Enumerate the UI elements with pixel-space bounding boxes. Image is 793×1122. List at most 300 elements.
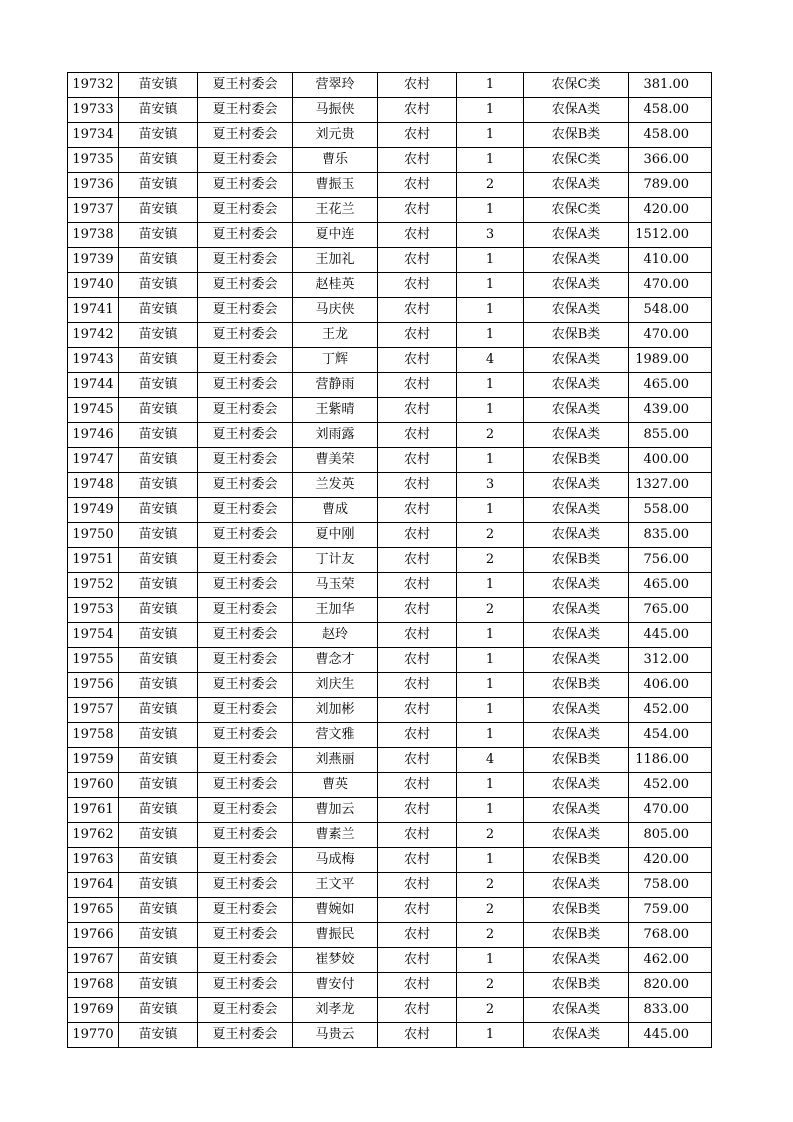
amount-cell: 454.00 — [629, 723, 712, 748]
village-cell: 夏王村委会 — [198, 998, 293, 1023]
table-row — [68, 748, 712, 773]
category-cell: 农保B类 — [524, 673, 629, 698]
category-cell: 农保A类 — [524, 348, 629, 373]
table-row — [68, 348, 712, 373]
category-cell: 农保A类 — [524, 648, 629, 673]
area-type-cell: 农村 — [378, 248, 457, 273]
table-row — [68, 898, 712, 923]
id-cell: 19769 — [68, 998, 119, 1023]
village-cell: 夏王村委会 — [198, 348, 293, 373]
count-cell: 2 — [457, 923, 524, 948]
village-cell: 夏王村委会 — [198, 98, 293, 123]
category-cell: 农保A类 — [524, 623, 629, 648]
id-cell: 19752 — [68, 573, 119, 598]
amount-cell: 400.00 — [629, 448, 712, 473]
village-cell: 夏王村委会 — [198, 973, 293, 998]
town-cell: 苗安镇 — [119, 473, 198, 498]
table-row — [68, 323, 712, 348]
category-cell: 农保A类 — [524, 948, 629, 973]
town-cell: 苗安镇 — [119, 923, 198, 948]
id-cell: 19749 — [68, 498, 119, 523]
name-cell: 曹安付 — [293, 973, 378, 998]
count-cell: 1 — [457, 373, 524, 398]
count-cell: 1 — [457, 198, 524, 223]
village-cell: 夏王村委会 — [198, 123, 293, 148]
name-cell: 马成梅 — [293, 848, 378, 873]
table-row — [68, 423, 712, 448]
table-row — [68, 598, 712, 623]
amount-cell: 470.00 — [629, 323, 712, 348]
area-type-cell: 农村 — [378, 1023, 457, 1048]
town-cell: 苗安镇 — [119, 973, 198, 998]
category-cell: 农保A类 — [524, 573, 629, 598]
id-cell: 19750 — [68, 523, 119, 548]
table-row — [68, 673, 712, 698]
amount-cell: 312.00 — [629, 648, 712, 673]
count-cell: 1 — [457, 298, 524, 323]
category-cell: 农保A类 — [524, 598, 629, 623]
amount-cell: 452.00 — [629, 698, 712, 723]
town-cell: 苗安镇 — [119, 598, 198, 623]
town-cell: 苗安镇 — [119, 548, 198, 573]
category-cell: 农保C类 — [524, 73, 629, 98]
amount-cell: 381.00 — [629, 73, 712, 98]
category-cell: 农保A类 — [524, 773, 629, 798]
village-cell: 夏王村委会 — [198, 173, 293, 198]
count-cell: 2 — [457, 598, 524, 623]
count-cell: 2 — [457, 998, 524, 1023]
area-type-cell: 农村 — [378, 823, 457, 848]
table-row — [68, 248, 712, 273]
town-cell: 苗安镇 — [119, 223, 198, 248]
category-cell: 农保A类 — [524, 273, 629, 298]
count-cell: 1 — [457, 73, 524, 98]
name-cell: 刘庆生 — [293, 673, 378, 698]
area-type-cell: 农村 — [378, 598, 457, 623]
amount-cell: 420.00 — [629, 198, 712, 223]
town-cell: 苗安镇 — [119, 423, 198, 448]
amount-cell: 410.00 — [629, 248, 712, 273]
count-cell: 4 — [457, 748, 524, 773]
village-cell: 夏王村委会 — [198, 748, 293, 773]
count-cell: 1 — [457, 798, 524, 823]
id-cell: 19744 — [68, 373, 119, 398]
count-cell: 1 — [457, 698, 524, 723]
town-cell: 苗安镇 — [119, 248, 198, 273]
count-cell: 1 — [457, 723, 524, 748]
area-type-cell: 农村 — [378, 548, 457, 573]
id-cell: 19733 — [68, 98, 119, 123]
village-cell: 夏王村委会 — [198, 673, 293, 698]
name-cell: 马庆侠 — [293, 298, 378, 323]
table-row — [68, 398, 712, 423]
area-type-cell: 农村 — [378, 798, 457, 823]
amount-cell: 1327.00 — [629, 473, 712, 498]
name-cell: 曹念才 — [293, 648, 378, 673]
area-type-cell: 农村 — [378, 148, 457, 173]
name-cell: 曹加云 — [293, 798, 378, 823]
count-cell: 1 — [457, 948, 524, 973]
amount-cell: 445.00 — [629, 1023, 712, 1048]
table-row — [68, 548, 712, 573]
count-cell: 2 — [457, 423, 524, 448]
table-row — [68, 73, 712, 98]
count-cell: 1 — [457, 573, 524, 598]
village-cell: 夏王村委会 — [198, 873, 293, 898]
category-cell: 农保C类 — [524, 148, 629, 173]
count-cell: 4 — [457, 348, 524, 373]
count-cell: 2 — [457, 523, 524, 548]
name-cell: 赵桂英 — [293, 273, 378, 298]
count-cell: 1 — [457, 273, 524, 298]
table-row — [68, 873, 712, 898]
name-cell: 赵玲 — [293, 623, 378, 648]
town-cell: 苗安镇 — [119, 373, 198, 398]
village-cell: 夏王村委会 — [198, 548, 293, 573]
area-type-cell: 农村 — [378, 748, 457, 773]
town-cell: 苗安镇 — [119, 823, 198, 848]
id-cell: 19755 — [68, 648, 119, 673]
town-cell: 苗安镇 — [119, 323, 198, 348]
amount-cell: 458.00 — [629, 123, 712, 148]
area-type-cell: 农村 — [378, 473, 457, 498]
amount-cell: 768.00 — [629, 923, 712, 948]
town-cell: 苗安镇 — [119, 498, 198, 523]
name-cell: 刘雨露 — [293, 423, 378, 448]
name-cell: 王加华 — [293, 598, 378, 623]
village-cell: 夏王村委会 — [198, 248, 293, 273]
village-cell: 夏王村委会 — [198, 923, 293, 948]
area-type-cell: 农村 — [378, 923, 457, 948]
amount-cell: 756.00 — [629, 548, 712, 573]
category-cell: 农保A类 — [524, 498, 629, 523]
count-cell: 1 — [457, 1023, 524, 1048]
amount-cell: 833.00 — [629, 998, 712, 1023]
name-cell: 曹乐 — [293, 148, 378, 173]
village-cell: 夏王村委会 — [198, 648, 293, 673]
area-type-cell: 农村 — [378, 898, 457, 923]
name-cell: 曹成 — [293, 498, 378, 523]
count-cell: 2 — [457, 873, 524, 898]
count-cell: 1 — [457, 323, 524, 348]
village-cell: 夏王村委会 — [198, 323, 293, 348]
amount-cell: 835.00 — [629, 523, 712, 548]
village-cell: 夏王村委会 — [198, 73, 293, 98]
amount-cell: 406.00 — [629, 673, 712, 698]
name-cell: 营文雅 — [293, 723, 378, 748]
town-cell: 苗安镇 — [119, 398, 198, 423]
table-row — [68, 948, 712, 973]
name-cell: 曹振民 — [293, 923, 378, 948]
town-cell: 苗安镇 — [119, 148, 198, 173]
amount-cell: 366.00 — [629, 148, 712, 173]
id-cell: 19768 — [68, 973, 119, 998]
id-cell: 19745 — [68, 398, 119, 423]
amount-cell: 855.00 — [629, 423, 712, 448]
table-row — [68, 448, 712, 473]
name-cell: 刘元贵 — [293, 123, 378, 148]
area-type-cell: 农村 — [378, 273, 457, 298]
name-cell: 王花兰 — [293, 198, 378, 223]
id-cell: 19756 — [68, 673, 119, 698]
amount-cell: 465.00 — [629, 573, 712, 598]
area-type-cell: 农村 — [378, 998, 457, 1023]
count-cell: 1 — [457, 98, 524, 123]
area-type-cell: 农村 — [378, 873, 457, 898]
name-cell: 崔梦姣 — [293, 948, 378, 973]
table-row — [68, 523, 712, 548]
area-type-cell: 农村 — [378, 373, 457, 398]
area-type-cell: 农村 — [378, 398, 457, 423]
area-type-cell: 农村 — [378, 348, 457, 373]
name-cell: 王龙 — [293, 323, 378, 348]
village-cell: 夏王村委会 — [198, 423, 293, 448]
village-cell: 夏王村委会 — [198, 523, 293, 548]
village-cell: 夏王村委会 — [198, 473, 293, 498]
table-row — [68, 298, 712, 323]
category-cell: 农保B类 — [524, 848, 629, 873]
village-cell: 夏王村委会 — [198, 1023, 293, 1048]
amount-cell: 462.00 — [629, 948, 712, 973]
name-cell: 曹素兰 — [293, 823, 378, 848]
area-type-cell: 农村 — [378, 948, 457, 973]
category-cell: 农保A类 — [524, 98, 629, 123]
id-cell: 19763 — [68, 848, 119, 873]
town-cell: 苗安镇 — [119, 773, 198, 798]
area-type-cell: 农村 — [378, 848, 457, 873]
name-cell: 王紫晴 — [293, 398, 378, 423]
town-cell: 苗安镇 — [119, 798, 198, 823]
amount-cell: 758.00 — [629, 873, 712, 898]
name-cell: 曹振玉 — [293, 173, 378, 198]
village-cell: 夏王村委会 — [198, 598, 293, 623]
area-type-cell: 农村 — [378, 498, 457, 523]
id-cell: 19767 — [68, 948, 119, 973]
village-cell: 夏王村委会 — [198, 823, 293, 848]
town-cell: 苗安镇 — [119, 173, 198, 198]
category-cell: 农保A类 — [524, 473, 629, 498]
id-cell: 19765 — [68, 898, 119, 923]
table-row — [68, 198, 712, 223]
area-type-cell: 农村 — [378, 173, 457, 198]
village-cell: 夏王村委会 — [198, 273, 293, 298]
count-cell: 2 — [457, 173, 524, 198]
table-row — [68, 823, 712, 848]
table-row — [68, 373, 712, 398]
village-cell: 夏王村委会 — [198, 298, 293, 323]
count-cell: 1 — [457, 148, 524, 173]
id-cell: 19736 — [68, 173, 119, 198]
category-cell: 农保A类 — [524, 998, 629, 1023]
category-cell: 农保A类 — [524, 698, 629, 723]
category-cell: 农保A类 — [524, 1023, 629, 1048]
category-cell: 农保A类 — [524, 373, 629, 398]
count-cell: 1 — [457, 673, 524, 698]
category-cell: 农保B类 — [524, 548, 629, 573]
table-row — [68, 498, 712, 523]
town-cell: 苗安镇 — [119, 998, 198, 1023]
table-row — [68, 973, 712, 998]
name-cell: 王文平 — [293, 873, 378, 898]
village-cell: 夏王村委会 — [198, 723, 293, 748]
town-cell: 苗安镇 — [119, 648, 198, 673]
amount-cell: 470.00 — [629, 273, 712, 298]
amount-cell: 765.00 — [629, 598, 712, 623]
town-cell: 苗安镇 — [119, 98, 198, 123]
area-type-cell: 农村 — [378, 323, 457, 348]
count-cell: 2 — [457, 548, 524, 573]
count-cell: 3 — [457, 223, 524, 248]
id-cell: 19747 — [68, 448, 119, 473]
category-cell: 农保B类 — [524, 323, 629, 348]
name-cell: 丁计友 — [293, 548, 378, 573]
table-row — [68, 798, 712, 823]
count-cell: 1 — [457, 773, 524, 798]
category-cell: 农保B类 — [524, 123, 629, 148]
amount-cell: 420.00 — [629, 848, 712, 873]
id-cell: 19740 — [68, 273, 119, 298]
count-cell: 1 — [457, 848, 524, 873]
category-cell: 农保A类 — [524, 723, 629, 748]
category-cell: 农保B类 — [524, 973, 629, 998]
count-cell: 1 — [457, 623, 524, 648]
id-cell: 19762 — [68, 823, 119, 848]
town-cell: 苗安镇 — [119, 573, 198, 598]
village-cell: 夏王村委会 — [198, 373, 293, 398]
id-cell: 19770 — [68, 1023, 119, 1048]
count-cell: 2 — [457, 823, 524, 848]
area-type-cell: 农村 — [378, 423, 457, 448]
town-cell: 苗安镇 — [119, 123, 198, 148]
table-row — [68, 923, 712, 948]
name-cell: 马振侠 — [293, 98, 378, 123]
id-cell: 19751 — [68, 548, 119, 573]
area-type-cell: 农村 — [378, 98, 457, 123]
id-cell: 19759 — [68, 748, 119, 773]
count-cell: 2 — [457, 898, 524, 923]
amount-cell: 452.00 — [629, 773, 712, 798]
town-cell: 苗安镇 — [119, 1023, 198, 1048]
area-type-cell: 农村 — [378, 73, 457, 98]
area-type-cell: 农村 — [378, 448, 457, 473]
village-cell: 夏王村委会 — [198, 573, 293, 598]
amount-cell: 548.00 — [629, 298, 712, 323]
id-cell: 19734 — [68, 123, 119, 148]
name-cell: 营翠玲 — [293, 73, 378, 98]
category-cell: 农保A类 — [524, 248, 629, 273]
name-cell: 刘孝龙 — [293, 998, 378, 1023]
town-cell: 苗安镇 — [119, 898, 198, 923]
town-cell: 苗安镇 — [119, 848, 198, 873]
name-cell: 营静雨 — [293, 373, 378, 398]
name-cell: 马贵云 — [293, 1023, 378, 1048]
id-cell: 19754 — [68, 623, 119, 648]
village-cell: 夏王村委会 — [198, 448, 293, 473]
table-row — [68, 698, 712, 723]
category-cell: 农保A类 — [524, 223, 629, 248]
amount-cell: 1512.00 — [629, 223, 712, 248]
category-cell: 农保A类 — [524, 798, 629, 823]
name-cell: 曹婉如 — [293, 898, 378, 923]
town-cell: 苗安镇 — [119, 698, 198, 723]
village-cell: 夏王村委会 — [198, 623, 293, 648]
town-cell: 苗安镇 — [119, 748, 198, 773]
amount-cell: 465.00 — [629, 373, 712, 398]
area-type-cell: 农村 — [378, 123, 457, 148]
count-cell: 2 — [457, 973, 524, 998]
village-cell: 夏王村委会 — [198, 798, 293, 823]
id-cell: 19761 — [68, 798, 119, 823]
count-cell: 1 — [457, 648, 524, 673]
count-cell: 1 — [457, 248, 524, 273]
id-cell: 19732 — [68, 73, 119, 98]
category-cell: 农保A类 — [524, 523, 629, 548]
amount-cell: 759.00 — [629, 898, 712, 923]
category-cell: 农保B类 — [524, 923, 629, 948]
table-row — [68, 273, 712, 298]
count-cell: 1 — [457, 448, 524, 473]
table-row — [68, 98, 712, 123]
table-row — [68, 848, 712, 873]
category-cell: 农保A类 — [524, 423, 629, 448]
table-row — [68, 148, 712, 173]
id-cell: 19764 — [68, 873, 119, 898]
town-cell: 苗安镇 — [119, 948, 198, 973]
id-cell: 19748 — [68, 473, 119, 498]
village-cell: 夏王村委会 — [198, 498, 293, 523]
name-cell: 刘加彬 — [293, 698, 378, 723]
table-row — [68, 723, 712, 748]
village-cell: 夏王村委会 — [198, 698, 293, 723]
town-cell: 苗安镇 — [119, 73, 198, 98]
table-row — [68, 473, 712, 498]
area-type-cell: 农村 — [378, 973, 457, 998]
amount-cell: 439.00 — [629, 398, 712, 423]
category-cell: 农保A类 — [524, 398, 629, 423]
amount-cell: 558.00 — [629, 498, 712, 523]
category-cell: 农保B类 — [524, 898, 629, 923]
name-cell: 马玉荣 — [293, 573, 378, 598]
town-cell: 苗安镇 — [119, 723, 198, 748]
name-cell: 夏中连 — [293, 223, 378, 248]
area-type-cell: 农村 — [378, 773, 457, 798]
area-type-cell: 农村 — [378, 573, 457, 598]
area-type-cell: 农村 — [378, 623, 457, 648]
village-cell: 夏王村委会 — [198, 948, 293, 973]
area-type-cell: 农村 — [378, 648, 457, 673]
town-cell: 苗安镇 — [119, 673, 198, 698]
area-type-cell: 农村 — [378, 223, 457, 248]
village-cell: 夏王村委会 — [198, 898, 293, 923]
category-cell: 农保B类 — [524, 748, 629, 773]
village-cell: 夏王村委会 — [198, 848, 293, 873]
name-cell: 刘燕丽 — [293, 748, 378, 773]
village-cell: 夏王村委会 — [198, 398, 293, 423]
id-cell: 19757 — [68, 698, 119, 723]
amount-cell: 470.00 — [629, 798, 712, 823]
count-cell: 3 — [457, 473, 524, 498]
name-cell: 曹英 — [293, 773, 378, 798]
name-cell: 兰发英 — [293, 473, 378, 498]
village-cell: 夏王村委会 — [198, 148, 293, 173]
category-cell: 农保B类 — [524, 448, 629, 473]
town-cell: 苗安镇 — [119, 623, 198, 648]
amount-cell: 1989.00 — [629, 348, 712, 373]
town-cell: 苗安镇 — [119, 298, 198, 323]
count-cell: 1 — [457, 498, 524, 523]
table-row — [68, 773, 712, 798]
name-cell: 夏中刚 — [293, 523, 378, 548]
